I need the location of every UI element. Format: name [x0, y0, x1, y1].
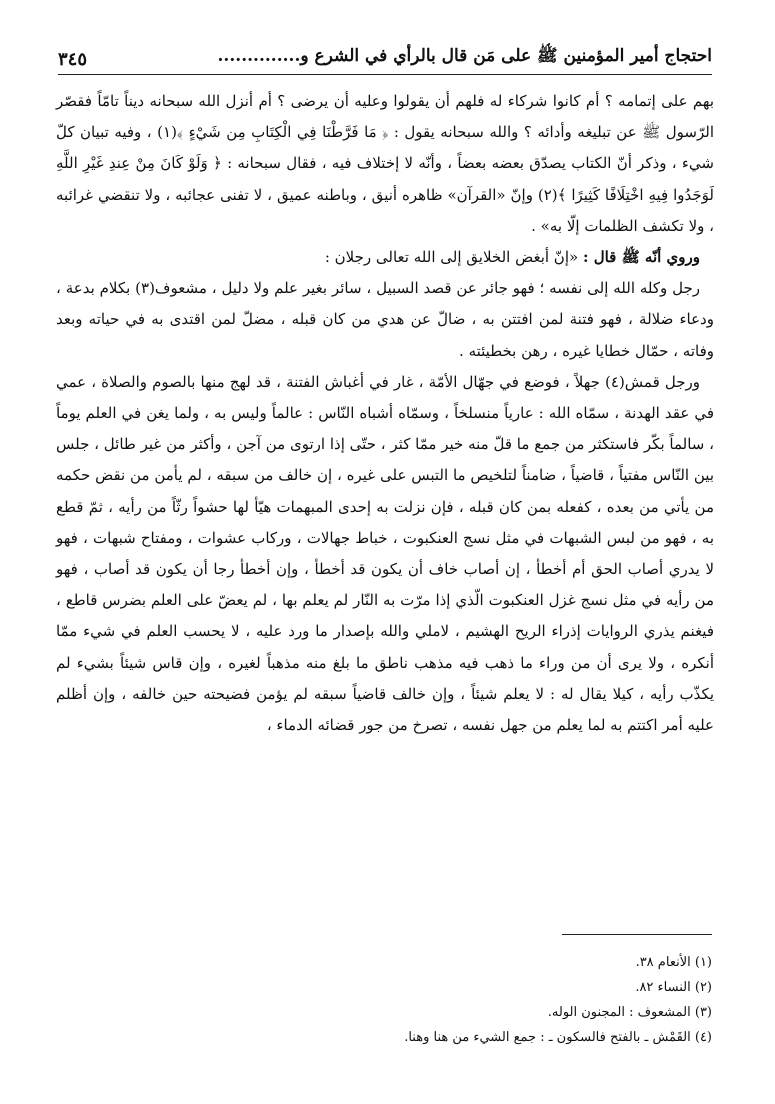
running-title: احتجاج أمير المؤمنين ﷺ على مَن قال بالرأي في الشرع و..............: [217, 46, 712, 66]
footnote: (١) الأنعام ٣٨.: [635, 955, 712, 970]
narration-text: «إنّ أبغض الخلايق إلى الله تعالى رجلان :: [324, 248, 579, 267]
narration-paragraph: [56, 242, 714, 273]
footnote-separator: [562, 934, 712, 935]
footnotes: [120, 950, 712, 1050]
paragraph: رجل وكله الله إلى نفسه ؛ فهو جائر عن قصد السبيل ، سائر بغير علم ولا دليل ، مشعوف(٣) بكلام بدعة ، ودعاء ضلالة ، فهو فتنة لمن افتتن به ، ضالّ عن هدي من كان قبله ، مضلّ لمن اقتدى به في حياته وبعد وفاته ، حمّال خطايا غيره ، رهن بخطيئته .: [56, 279, 714, 360]
footnote: (٢) النساء ٨٢.: [635, 980, 712, 995]
footnote: (٤) القَمْش ـ بالفتح فالسكون ـ : جمع الشيء من هنا وهنا.: [404, 1030, 712, 1045]
page-header: [58, 30, 712, 75]
footnote: (٣) المشعوف : المجنون الوله.: [547, 1005, 712, 1020]
main-text: [56, 86, 714, 741]
page-number: ٣٤٥: [58, 49, 88, 70]
paragraph: ورجل قمش(٤) جهلاً ، فوضع في جهّال الأمّة ، غار في أغباش الفتنة ، قد لهج منها بالصوم والصلاة ، عمي في عقد الهدنة ، سمّاه الله : عارياً منسلخاً ، وسمّاه أشباه النّاس : عالماً وليس به ، ولما يغن في العلم يوماً ، سالماً بكّر فاستكثر من جمع ما قلّ منه خير ممّا كثر ، حتّى إذا ارتوى من آجن ، وأكثر من غير طائل ، جلس بين النّاس مفتياً ، قاضياً ، ضامناً لتلخيص ما التبس على غيره ، إن خالف من سبقه ، لم يأمن من نقض حكمه من يأتي من بعده ، كفعله بمن كان قبله ، فإن نزلت به إحدى المبهمات هيّأ لها حشواً رثّاً من رأيه ، ثمّ قطع به ، فهو من لبس الشبهات في مثل نسج العنكبوت ، خباط جهالات ، وركاب عشوات ، ومفتاح شبهات ، فهو لا يدري أصاب الحق أم أخطأ ، إن أصاب خاف أن يكون قد أخطأ ، وإن أخطأ رجا أن يكون قد أصاب ، فهو من رأيه في مثل نسج غزل العنكبوت الّذي إذا مرّت به النّار لم يعلم بها ، لم يعضّ على العلم بضرس قاطع ، فيغنم يذري الروايات إذراء الريح الهشيم ، لاملي والله بإصدار ما ورد عليه ، لا يحسب العلم في شيء ممّا أنكره ، ولا يرى أن من وراء ما ذهب فيه مذهب ناطق ما بلغ منه مذهباً لغيره ، وإن قاس شيئاً بشيء لم يكذّب رأيه ، كيلا يقال له : لا يعلم شيئاً ، وإن خالف قاضياً سبقه لم يؤمن فضيحته حين خالفه ، وإن أظلم عليه أمر اكتتم به لما يعلم من جهل نفسه ، تصرخ من جور قضائه الدماء ،: [56, 372, 715, 735]
narration-lead: وروي أنّه ﷺ قال :: [582, 248, 700, 267]
paragraph: بهم على إتمامه ؟ أم كانوا شركاء له فلهم أن يقولوا وعليه أن يرضى ؟ أم أنزل الله سبحانه ديناً تامّاً فقصّر الرّسول ﷺ عن تبليغه وأدائه ؟ والله سبحانه يقول : ﴿ مَا فَرَّطْنَا فِي الْكِتَابِ مِن شَيْءٍ ﴾(١) ، وفيه تبيان كلّ شيء ، وذكر أنّ الكتاب يصدّق بعضه بعضاً ، وأنّه لا إختلاف فيه ، فقال سبحانه : ﴿ وَلَوْ كَانَ مِنْ عِندِ غَيْرِ اللَّهِ لَوَجَدُوا فِيهِ اخْتِلَافًا كَثِيرًا ﴾(٢) وإنّ «القرآن» ظاهره أنيق ، وباطنه عميق ، لا تفنى عجائبه ، ولا تنقضي غرائبه ، ولا تكشف الظلمات إلّا به» .: [56, 92, 715, 235]
